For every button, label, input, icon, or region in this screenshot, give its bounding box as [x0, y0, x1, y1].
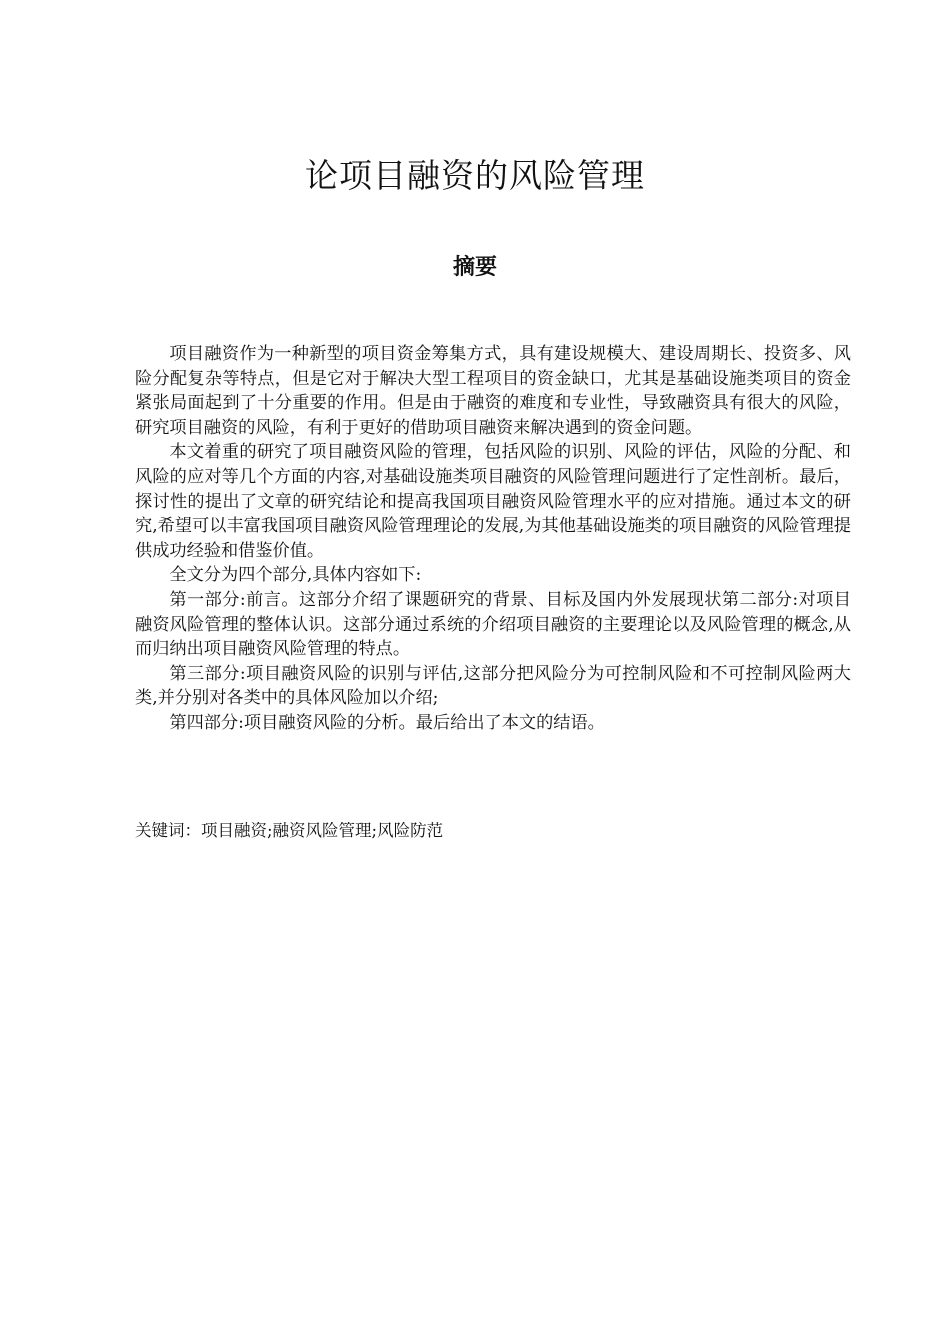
- abstract-paragraph: 第一部分:前言。这部分介绍了课题研究的背景、目标及国内外发展现状第二部分:对项目融资风险管理的整体认识。这部分通过系统的介绍项目融资的主要理论以及风险管理的概念,从而归纳出项目融资风险管理的特点。: [135, 589, 851, 660]
- document-title: 论项目融资的风险管理: [305, 156, 645, 195]
- abstract-body: [135, 342, 851, 736]
- keywords-line: 关键词：项目融资;融资风险管理;风险防范: [135, 821, 444, 840]
- abstract-paragraph: 全文分为四个部分,具体内容如下:: [169, 565, 422, 586]
- abstract-paragraph: 第三部分:项目融资风险的识别与评估,这部分把风险分为可控制风险和不可控制风险两大类,并分别对各类中的具体风险加以介绍;: [135, 663, 851, 709]
- abstract-paragraph: 第四部分:项目融资风险的分析。最后给出了本文的结语。: [169, 712, 605, 733]
- abstract-heading: 摘要: [452, 254, 497, 280]
- abstract-paragraph: 本文着重的研究了项目融资风险的管理，包括风险的识别、风险的评估，风险的分配、和风险的应对等几个方面的内容,对基础设施类项目融资的风险管理问题进行了定性剖析。最后，探讨性的提出了文章的研究结论和提高我国项目融资风险管理水平的应对措施。通过本文的研究,希望可以丰富我国项目融资风险管理理论的发展,为其他基础设施类的项目融资的风险管理提供成功经验和借鉴价值。: [135, 442, 851, 561]
- abstract-paragraph: 项目融资作为一种新型的项目资金筹集方式，具有建设规模大、建设周期长、投资多、风险分配复杂等特点，但是它对于解决大型工程项目的资金缺口，尤其是基础设施类项目的资金紧张局面起到了十分重要的作用。但是由于融资的难度和专业性，导致融资具有很大的风险，研究项目融资的风险，有利于更好的借助项目融资来解决遇到的资金问题。: [135, 344, 851, 438]
